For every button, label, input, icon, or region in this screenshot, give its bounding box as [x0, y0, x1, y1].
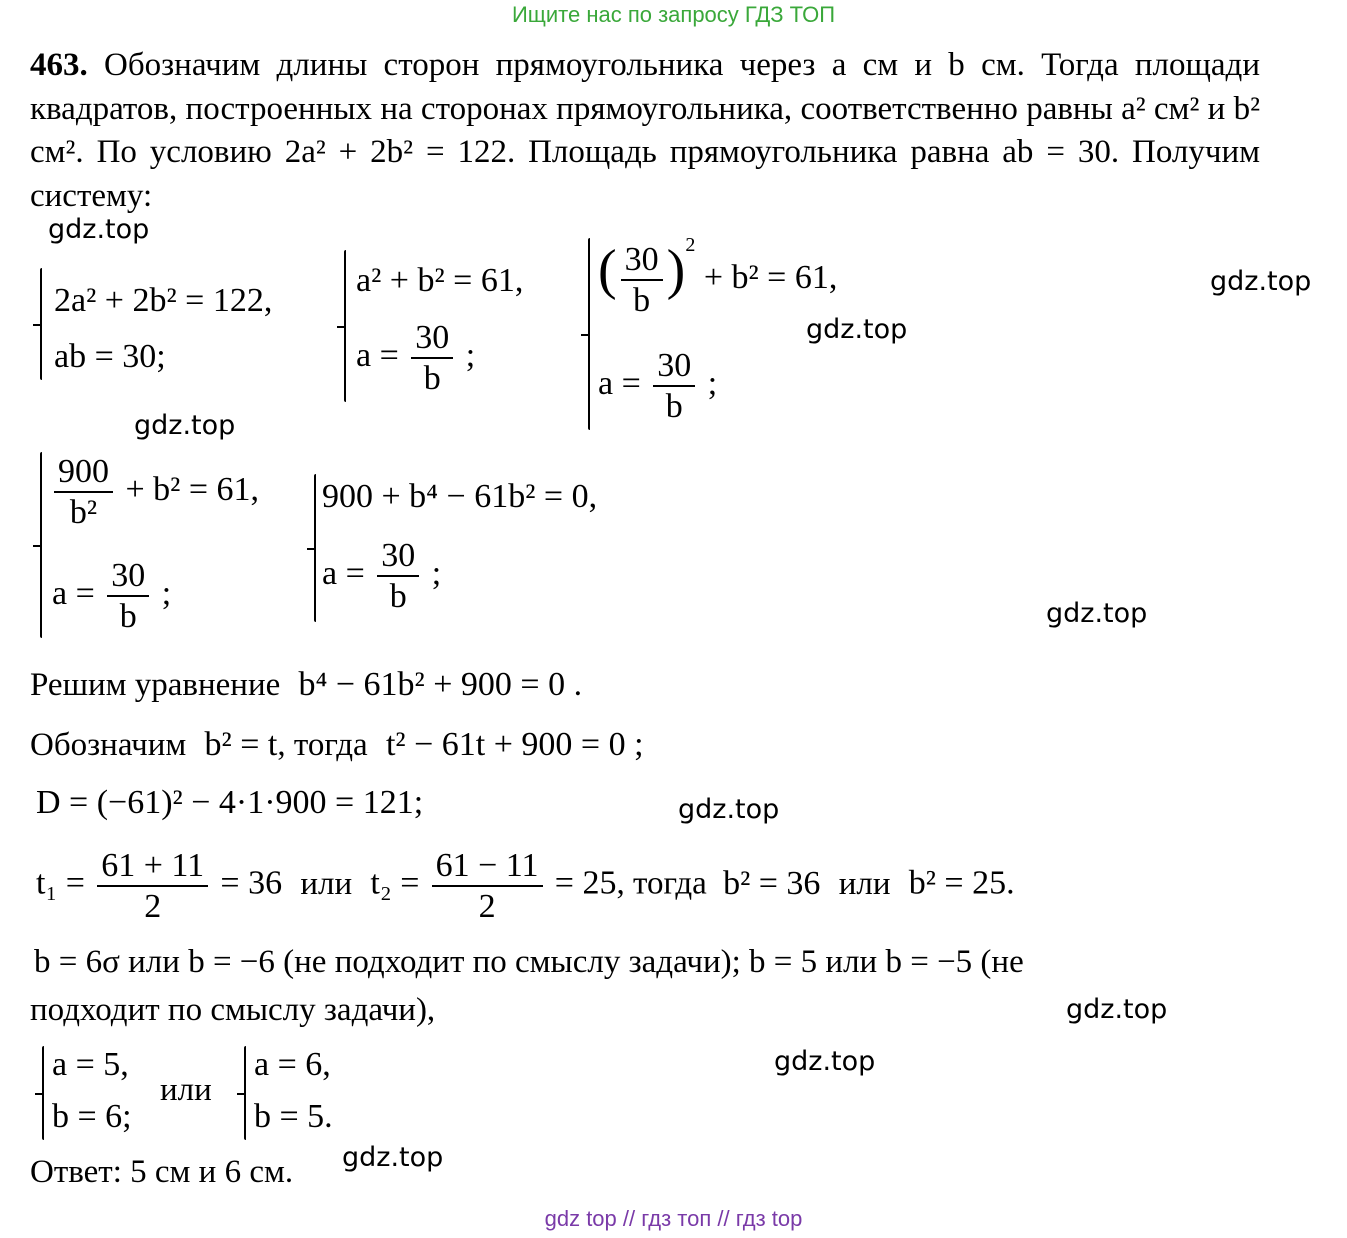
t2-label: t₂ =	[370, 864, 420, 902]
fraction	[54, 452, 113, 532]
fraction-denominator: b	[423, 360, 441, 398]
fraction-numerator: 30	[653, 346, 695, 387]
sys3-eq2	[598, 346, 717, 426]
sys4-eq2	[52, 556, 171, 636]
denote-label: Обозначим	[30, 727, 187, 763]
paren-close: )	[666, 239, 686, 301]
problem-number: 463.	[30, 47, 88, 83]
fraction-numerator: 61 + 11	[97, 846, 208, 887]
sys4-eq1-tail: + b² = 61,	[125, 470, 260, 508]
denote-eq2: t² − 61t + 900 = 0 ;	[385, 726, 644, 763]
final-sys1-eq2: b = 6;	[52, 1098, 132, 1135]
fraction-denominator: b	[633, 282, 651, 320]
sys3-eq2-left: a =	[598, 364, 641, 402]
fraction-denominator: b	[389, 578, 407, 616]
system-brace	[40, 452, 42, 638]
final-or: или	[160, 1072, 212, 1108]
discriminant-line: D = (−61)² − 4·1·900 = 121;	[36, 784, 424, 821]
fraction-denominator: b	[665, 388, 683, 426]
sys3-eq1	[598, 234, 838, 320]
denote-mid: , тогда	[277, 727, 368, 763]
t2-result: = 25	[554, 864, 617, 902]
intro-text: Обозначим длины сторон прямоугольника через a см и b см. Тогда площади квадратов, построенных на сторонах прямоугольника, соответственно равны a² см² и b² см². По условию 2a² + 2b² = 122. Площадь прямоугольника равна ab = 30. Получим систему:	[30, 47, 1260, 214]
answer: Ответ: 5 см и 6 см.	[30, 1154, 294, 1190]
watermark: gdz.top	[1210, 266, 1312, 297]
b-values-line-1: b = 6σ или b = −6 (не подходит по смыслу задачи); b = 5 или b = −5 (не	[34, 944, 1024, 980]
system-brace	[588, 238, 590, 430]
solve-equation: b⁴ − 61b² + 900 = 0 .	[298, 666, 583, 703]
exponent: 2	[685, 234, 696, 256]
paren-open: (	[598, 239, 617, 301]
bottom-banner: gdz top // гдз топ // гдз top	[544, 1206, 803, 1231]
system-brace	[40, 268, 42, 380]
fraction-denominator: 2	[144, 888, 162, 926]
problem-intro	[30, 44, 1260, 218]
then-word: , тогда	[616, 865, 707, 902]
solve-label: Решим уравнение	[30, 667, 281, 703]
t2-fraction	[432, 846, 543, 926]
b-squared-36: b² = 36	[723, 864, 821, 902]
sys2-eq2-left: a =	[356, 336, 399, 374]
sys5-eq2	[322, 536, 441, 616]
sys3-eq2-tail: ;	[707, 364, 718, 402]
system-brace	[344, 250, 346, 402]
sys2-eq1: a² + b² = 61,	[356, 262, 524, 299]
sys4-eq2-tail: ;	[161, 574, 172, 612]
fraction	[107, 556, 149, 636]
solve-line	[30, 666, 582, 704]
fraction-denominator: b²	[69, 494, 98, 532]
fraction	[621, 240, 663, 320]
sys2-eq2	[356, 318, 475, 398]
b-squared-25: b² = 25.	[908, 864, 1015, 902]
final-sys1-eq1: a = 5,	[52, 1046, 129, 1083]
sys4-eq2-left: a =	[52, 574, 95, 612]
fraction-numerator: 30	[377, 536, 419, 577]
or-word: или	[838, 865, 891, 902]
watermark: gdz.top	[806, 314, 908, 345]
watermark: gdz.top	[678, 794, 780, 825]
fraction	[653, 346, 695, 426]
sys1-eq2: ab = 30;	[54, 338, 166, 375]
watermark: gdz.top	[342, 1142, 444, 1173]
watermark: gdz.top	[1046, 598, 1148, 629]
sys5-eq2-tail: ;	[431, 554, 442, 592]
fraction-numerator: 30	[107, 556, 149, 597]
fraction-denominator: b	[119, 598, 137, 636]
watermark: gdz.top	[774, 1046, 876, 1077]
system-brace	[42, 1046, 44, 1140]
watermark: gdz.top	[48, 214, 150, 245]
sys1-eq1: 2a² + 2b² = 122,	[54, 282, 273, 319]
fraction-numerator: 30	[621, 240, 663, 281]
system-brace	[244, 1046, 246, 1140]
final-sys2-eq2: b = 5.	[254, 1098, 333, 1135]
watermark: gdz.top	[134, 410, 236, 441]
sys4-eq1	[50, 452, 259, 532]
or-word: или	[300, 865, 353, 902]
b-values-line-2: подходит по смыслу задачи),	[30, 992, 436, 1028]
system-brace	[314, 474, 316, 622]
fraction-numerator: 61 − 11	[432, 846, 543, 887]
top-banner: Ищите нас по запросу ГДЗ ТОП	[511, 2, 836, 27]
final-sys2-eq1: a = 6,	[254, 1046, 331, 1083]
fraction	[411, 318, 453, 398]
sys2-eq2-tail: ;	[465, 336, 476, 374]
sys5-eq1: 900 + b⁴ − 61b² = 0,	[322, 478, 598, 515]
sys5-eq2-left: a =	[322, 554, 365, 592]
sys3-eq1-tail: + b² = 61,	[703, 259, 838, 296]
roots-line	[36, 846, 1015, 926]
fraction-numerator: 30	[411, 318, 453, 359]
watermark: gdz.top	[1066, 994, 1168, 1025]
fraction	[377, 536, 419, 616]
t1-result: = 36	[220, 864, 283, 902]
denote-eq1: b² = t	[204, 726, 278, 763]
denote-line	[30, 726, 644, 764]
t1-fraction	[97, 846, 208, 926]
fraction-denominator: 2	[478, 888, 496, 926]
t1-label: t₁ =	[36, 864, 85, 902]
fraction-numerator: 900	[54, 452, 113, 493]
